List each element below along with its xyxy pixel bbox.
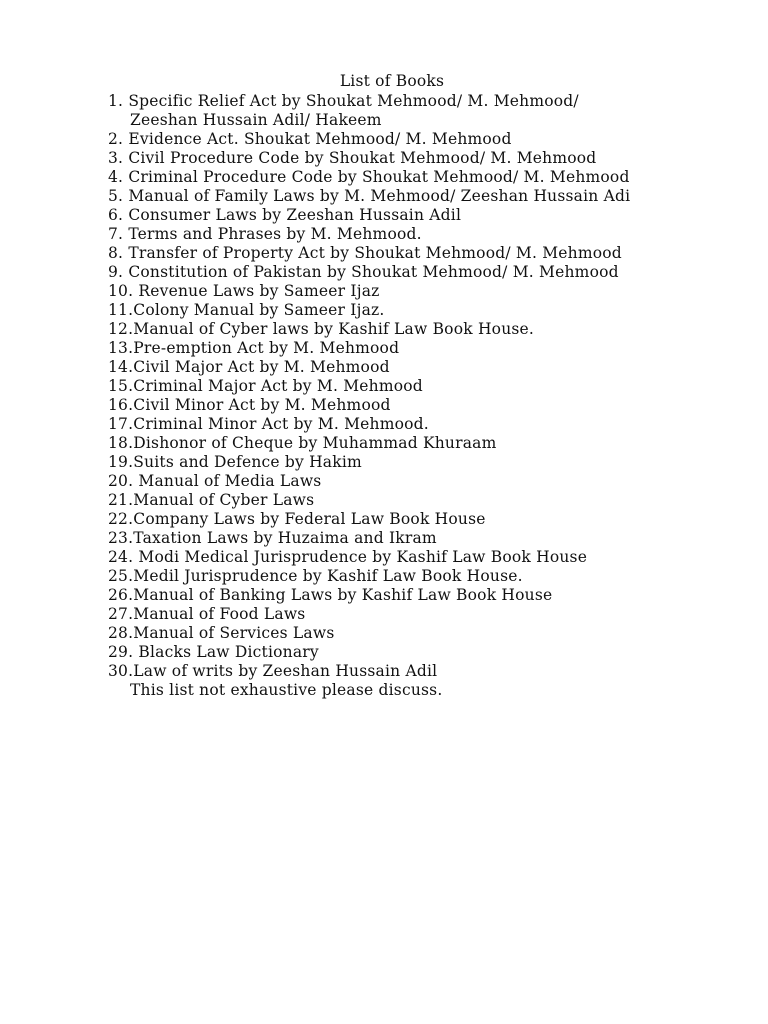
list-item <box>108 377 758 396</box>
list-item-number: 1. <box>108 92 124 110</box>
list-item <box>108 92 758 111</box>
document-title: List of Books <box>339 72 445 90</box>
list-item-number: 8. <box>108 244 124 262</box>
list-item-text: Consumer Laws by Zeeshan Hussain Adil <box>128 206 462 224</box>
list-item-number: 12. <box>108 320 134 338</box>
list-item-number: 5. <box>108 187 124 205</box>
list-item <box>108 643 758 662</box>
list-item-text: Manual of Cyber laws by Kashif Law Book House. <box>133 320 535 338</box>
list-item-text: Manual of Banking Laws by Kashif Law Book House <box>133 586 553 604</box>
list-item-text: Revenue Laws by Sameer Ijaz <box>138 282 380 300</box>
list-item <box>108 510 758 529</box>
list-item <box>108 187 758 206</box>
list-item <box>108 605 758 624</box>
list-item-number: 9. <box>108 263 124 281</box>
list-item <box>108 168 758 187</box>
list-item-text: Blacks Law Dictionary <box>138 643 319 661</box>
list-item <box>108 206 758 225</box>
list-item-text: Criminal Minor Act by M. Mehmood. <box>133 415 429 433</box>
list-item <box>108 339 758 358</box>
list-item <box>108 529 758 548</box>
list-item <box>108 586 758 605</box>
list-item <box>108 130 758 149</box>
list-item-text: Colony Manual by Sameer Ijaz. <box>133 301 385 319</box>
list-item-text: Law of writs by Zeeshan Hussain Adil <box>133 662 438 680</box>
list-item-text: Company Laws by Federal Law Book House <box>133 510 486 528</box>
list-item-number: 10. <box>108 282 134 300</box>
list-item-number: 29. <box>108 643 134 661</box>
list-item-text: Criminal Major Act by M. Mehmood <box>133 377 423 395</box>
list-item-text: Dishonor of Cheque by Muhammad Khuraam <box>133 434 497 452</box>
list-item-number: 30. <box>108 662 134 680</box>
list-item-number: 23. <box>108 529 134 547</box>
list-item-number: 7. <box>108 225 124 243</box>
list-item-number: 16. <box>108 396 134 414</box>
list-item-text: Manual of Media Laws <box>138 472 322 490</box>
list-item-number: 17. <box>108 415 134 433</box>
list-item-text: Constitution of Pakistan by Shoukat Mehmood/ M. Mehmood <box>128 263 619 281</box>
list-item-number: 2. <box>108 130 124 148</box>
list-item-text: Specific Relief Act by Shoukat Mehmood/ M. Mehmood/ <box>128 92 579 110</box>
list-item-number: 15. <box>108 377 134 395</box>
list-item-number: 24. <box>108 548 134 566</box>
list-item <box>108 415 758 434</box>
list-item-number: 18. <box>108 434 134 452</box>
list-item <box>108 320 758 339</box>
list-item <box>108 263 758 282</box>
list-item <box>108 567 758 586</box>
list-item-text: Transfer of Property Act by Shoukat Mehmood/ M. Mehmood <box>128 244 622 262</box>
list-item-text: Manual of Services Laws <box>133 624 335 642</box>
list-item <box>108 282 758 301</box>
list-item <box>108 434 758 453</box>
list-item-text: Manual of Food Laws <box>133 605 306 623</box>
list-item <box>108 548 758 567</box>
list-item-text: Terms and Phrases by M. Mehmood. <box>128 225 422 243</box>
list-item-text: Civil Minor Act by M. Mehmood <box>133 396 391 414</box>
list-item-text: Evidence Act. Shoukat Mehmood/ M. Mehmood <box>128 130 512 148</box>
list-item-number: 3. <box>108 149 124 167</box>
list-item <box>108 472 758 491</box>
list-item-text: Criminal Procedure Code by Shoukat Mehmood/ M. Mehmood <box>128 168 630 186</box>
list-note: This list not exhaustive please discuss. <box>130 681 443 699</box>
list-item-text: Suits and Defence by Hakim <box>133 453 362 471</box>
list-item-number: 22. <box>108 510 134 528</box>
list-item-text: Civil Procedure Code by Shoukat Mehmood/ M. Mehmood <box>128 149 597 167</box>
list-item-text: Taxation Laws by Huzaima and Ikram <box>133 529 437 547</box>
list-item-number: 4. <box>108 168 124 186</box>
list-item-number: 27. <box>108 605 134 623</box>
list-item-text: Medil Jurisprudence by Kashif Law Book House. <box>133 567 523 585</box>
list-item <box>108 301 758 320</box>
list-item <box>108 624 758 643</box>
list-item <box>108 453 758 472</box>
list-item-number: 6. <box>108 206 124 224</box>
list-item-number: 26. <box>108 586 134 604</box>
list-item <box>108 149 758 168</box>
list-item-text: Modi Medical Jurisprudence by Kashif Law Book House <box>138 548 588 566</box>
list-item <box>108 491 758 510</box>
list-item <box>108 225 758 244</box>
list-item-number: 25. <box>108 567 134 585</box>
list-item-number: 28. <box>108 624 134 642</box>
list-item-number: 11. <box>108 301 134 319</box>
list-item-number: 20. <box>108 472 134 490</box>
list-item-continuation: Zeeshan Hussain Adil/ Hakeem <box>130 111 382 129</box>
list-item <box>108 244 758 263</box>
list-item-text: Pre-emption Act by M. Mehmood <box>133 339 400 357</box>
book-list <box>108 92 758 700</box>
list-item-text: Civil Major Act by M. Mehmood <box>133 358 390 376</box>
list-item <box>108 396 758 415</box>
list-item-number: 13. <box>108 339 134 357</box>
list-item-number: 21. <box>108 491 134 509</box>
list-item-number: 14. <box>108 358 134 376</box>
list-item-text: Manual of Cyber Laws <box>133 491 315 509</box>
list-item-text: Manual of Family Laws by M. Mehmood/ Zeeshan Hussain Adi <box>128 187 631 205</box>
list-item <box>108 662 758 681</box>
list-item <box>108 358 758 377</box>
list-item-number: 19. <box>108 453 134 471</box>
